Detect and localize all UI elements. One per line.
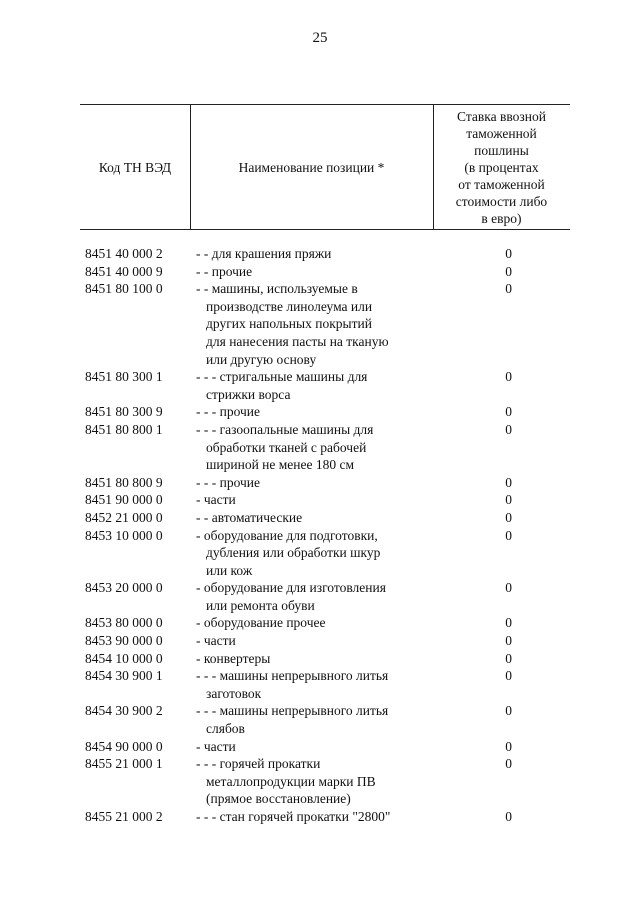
position-name-line: - оборудование для подготовки, [196, 527, 378, 543]
position-name [196, 632, 416, 650]
position-name [196, 667, 416, 702]
table-row [85, 491, 570, 509]
position-name-line: металлопродукции марки ПВ [206, 773, 376, 789]
position-name-line: - части [196, 492, 236, 508]
duty-rate: 0 [505, 281, 512, 297]
position-name-line: - - - машины непрерывного литья [196, 668, 389, 684]
tn-ved-code: 8451 40 000 2 [85, 246, 163, 261]
duty-rate: 0 [505, 404, 512, 420]
table-row [85, 579, 570, 614]
duty-rate: 0 [505, 633, 512, 649]
table-row [85, 632, 570, 650]
position-name-line: (прямое восстановление) [206, 791, 351, 807]
duty-rate: 0 [505, 650, 512, 666]
tn-ved-code: 8451 90 000 0 [85, 492, 163, 508]
page-number: 25 [312, 30, 328, 46]
position-name [196, 509, 416, 527]
position-name-line: других напольных покрытий [206, 316, 372, 332]
tn-ved-code: 8451 80 300 9 [85, 404, 163, 420]
table-row [85, 650, 570, 668]
position-name [196, 245, 416, 263]
position-name-line: обработки тканей с рабочей [206, 439, 367, 455]
tn-ved-code: 8455 21 000 2 [85, 809, 163, 824]
table-row [85, 245, 570, 263]
position-name [196, 755, 416, 808]
position-name-line: для нанесения пасты на тканую [206, 333, 389, 349]
header-rate: Ставка ввозной таможенной пошлины (в процентах от таможенной стоимости либо в евро) [455, 108, 548, 226]
duty-rate: 0 [505, 369, 512, 385]
position-name [196, 368, 416, 403]
position-name [196, 579, 416, 614]
table-row [85, 368, 570, 403]
tn-ved-code: 8451 80 800 1 [85, 421, 163, 437]
position-name-line: - оборудование для изготовления [196, 580, 386, 596]
table-row [85, 755, 570, 808]
tn-ved-code: 8451 80 100 0 [85, 281, 163, 297]
table-row [85, 738, 570, 756]
tn-ved-code: 8454 90 000 0 [85, 738, 163, 754]
duty-rate: 0 [505, 615, 512, 631]
position-name-line: слябов [206, 721, 245, 737]
position-name-line: - части [196, 633, 236, 649]
tn-ved-code: 8454 30 900 2 [85, 703, 163, 719]
tn-ved-code: 8453 10 000 0 [85, 527, 163, 543]
table-row [85, 280, 570, 368]
table-row [85, 474, 570, 492]
duty-rate: 0 [505, 809, 512, 824]
tn-ved-code: 8451 40 000 9 [85, 263, 163, 279]
header-code: Код ТН ВЭД [98, 159, 172, 175]
tn-ved-code: 8455 21 000 1 [85, 756, 163, 772]
duty-rate: 0 [505, 580, 512, 596]
position-name [196, 474, 416, 492]
position-name [196, 808, 416, 826]
table-row [85, 421, 570, 474]
position-name-line: - - прочие [196, 263, 253, 279]
position-name [196, 614, 416, 632]
position-name-line: - - - машины непрерывного литья [196, 703, 389, 719]
duty-rate: 0 [505, 492, 512, 508]
position-name-line: производстве линолеума или [206, 298, 373, 314]
tn-ved-code: 8453 80 000 0 [85, 615, 163, 631]
duty-rate: 0 [505, 509, 512, 525]
position-name [196, 527, 416, 580]
position-name [196, 738, 416, 756]
duty-rate: 0 [505, 738, 512, 754]
tn-ved-code: 8454 30 900 1 [85, 668, 163, 684]
duty-rate: 0 [505, 703, 512, 719]
position-name [196, 263, 416, 281]
table-row [85, 509, 570, 527]
table-body [85, 245, 570, 826]
position-name-line: стрижки ворса [206, 386, 291, 402]
table-row [85, 263, 570, 281]
header-name: Наименование позиции * [238, 159, 385, 175]
position-name-line: - - - прочие [196, 474, 260, 490]
table-row [85, 527, 570, 580]
duty-rate: 0 [505, 474, 512, 490]
tn-ved-code: 8454 10 000 0 [85, 650, 163, 666]
duty-rate: 0 [505, 756, 512, 772]
position-name [196, 403, 416, 421]
position-name-line: или ремонта обуви [206, 597, 315, 613]
position-name [196, 421, 416, 474]
position-name-line: - - - прочие [196, 404, 260, 420]
position-name-line: - конвертеры [196, 650, 271, 666]
duty-rate: 0 [505, 246, 512, 261]
position-name-line: - - - газоопальные машины для [196, 421, 374, 437]
position-name-line: дубления или обработки шкур [206, 545, 381, 561]
duty-rate: 0 [505, 527, 512, 543]
tn-ved-code: 8451 80 800 9 [85, 474, 163, 490]
position-name-line: шириной не менее 180 см [206, 457, 355, 473]
position-name-line: - - машины, используемые в [196, 281, 358, 297]
table-row [85, 403, 570, 421]
position-name-line: - - - стригальные машины для [196, 369, 368, 385]
position-name-line: заготовок [206, 685, 262, 701]
tn-ved-code: 8453 20 000 0 [85, 580, 163, 596]
position-name-line: или кож [206, 562, 253, 578]
position-name-line: - оборудование прочее [196, 615, 326, 631]
table-row [85, 614, 570, 632]
position-name-line: - - - стан горячей прокатки "2800" [196, 809, 391, 824]
position-name [196, 650, 416, 668]
position-name-line: - - - горячей прокатки [196, 756, 321, 772]
table-row [85, 702, 570, 737]
table-header [80, 104, 570, 230]
position-name-line: - части [196, 738, 236, 754]
position-name-line: - - для крашения пряжи [196, 246, 332, 261]
position-name [196, 702, 416, 737]
duty-rate: 0 [505, 263, 512, 279]
position-name-line: или другую основу [206, 351, 317, 367]
duty-rate: 0 [505, 421, 512, 437]
duty-rate: 0 [505, 668, 512, 684]
tn-ved-code: 8453 90 000 0 [85, 633, 163, 649]
position-name-line: - - автоматические [196, 509, 303, 525]
position-name [196, 280, 416, 368]
position-name [196, 491, 416, 509]
tn-ved-code: 8451 80 300 1 [85, 369, 163, 385]
tn-ved-code: 8452 21 000 0 [85, 509, 163, 525]
table-row [85, 667, 570, 702]
table-row [85, 808, 570, 826]
